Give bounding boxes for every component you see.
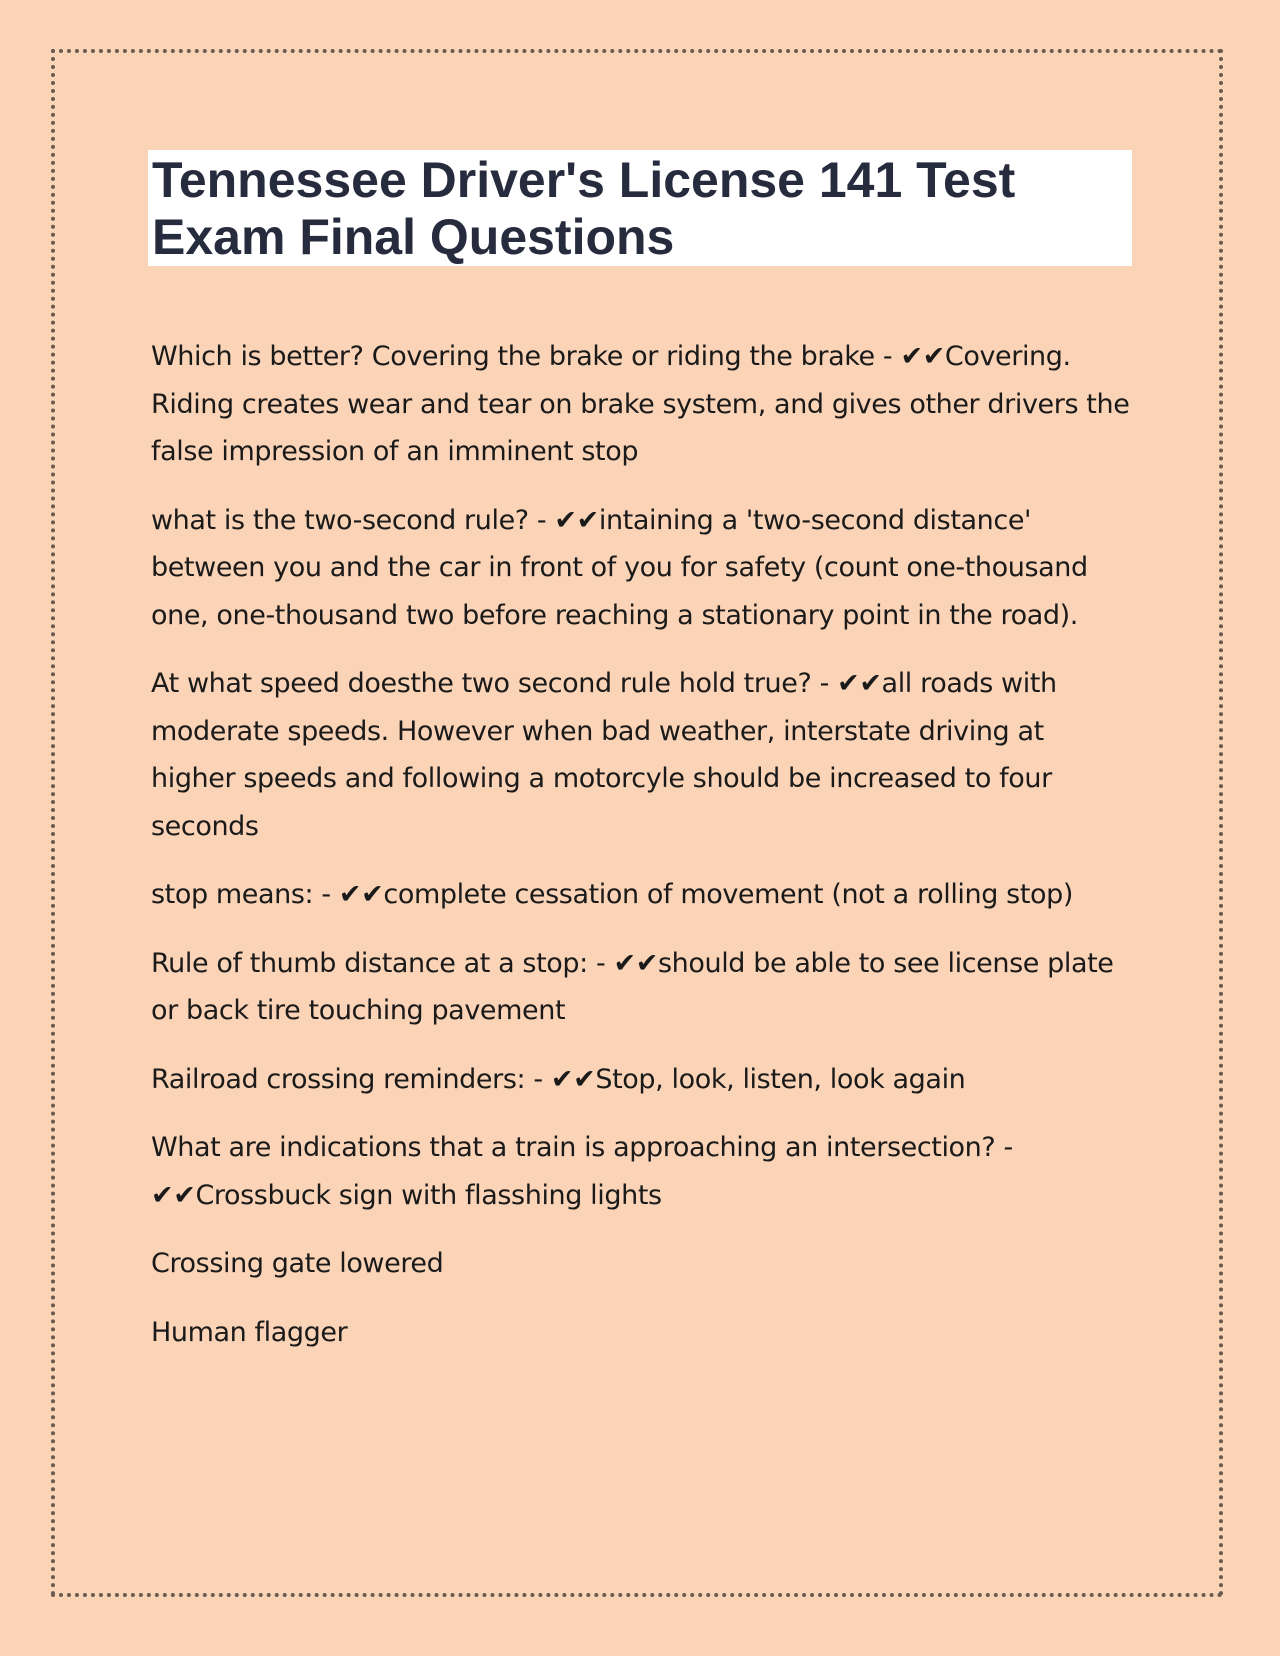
document-body [151,333,1131,1377]
paragraph: Human flagger [151,1316,348,1348]
paragraph: What are indications that a train is approaching an intersection? - ✔✔Crossbuck sign with flasshing lights [151,1132,1013,1211]
paragraph: stop means: - ✔✔complete cessation of movement (not a rolling stop) [151,879,1073,910]
paragraph: Crossing gate lowered [151,1248,444,1279]
paragraph: Which is better? Covering the brake or riding the brake - ✔✔Covering. Riding creates wear and tear on brake system, and gives other drivers the false impression of an imminent stop [151,341,1130,467]
paragraph: Rule of thumb distance at a stop: - ✔✔should be able to see license plate or back tire touching pavement [151,947,1114,1026]
document-title: Tennessee Driver's License 141 Test Exam Final Questions [152,152,1016,265]
paragraph: what is the two-second rule? - ✔✔intaining a 'two-second distance' between you and the car in front of you for safety (count one-thousand one, one-thousand two before reaching a stationary point in the road). [151,504,1088,631]
paragraph: Railroad crossing reminders: - ✔✔Stop, look, listen, look again [151,1063,966,1095]
title-box [148,150,1132,266]
paragraph: At what speed doesthe two second rule hold true? - ✔✔all roads with moderate speeds. However when bad weather, interstate driving at higher speeds and following a motorcyle should be increased to four seconds [151,668,1057,842]
